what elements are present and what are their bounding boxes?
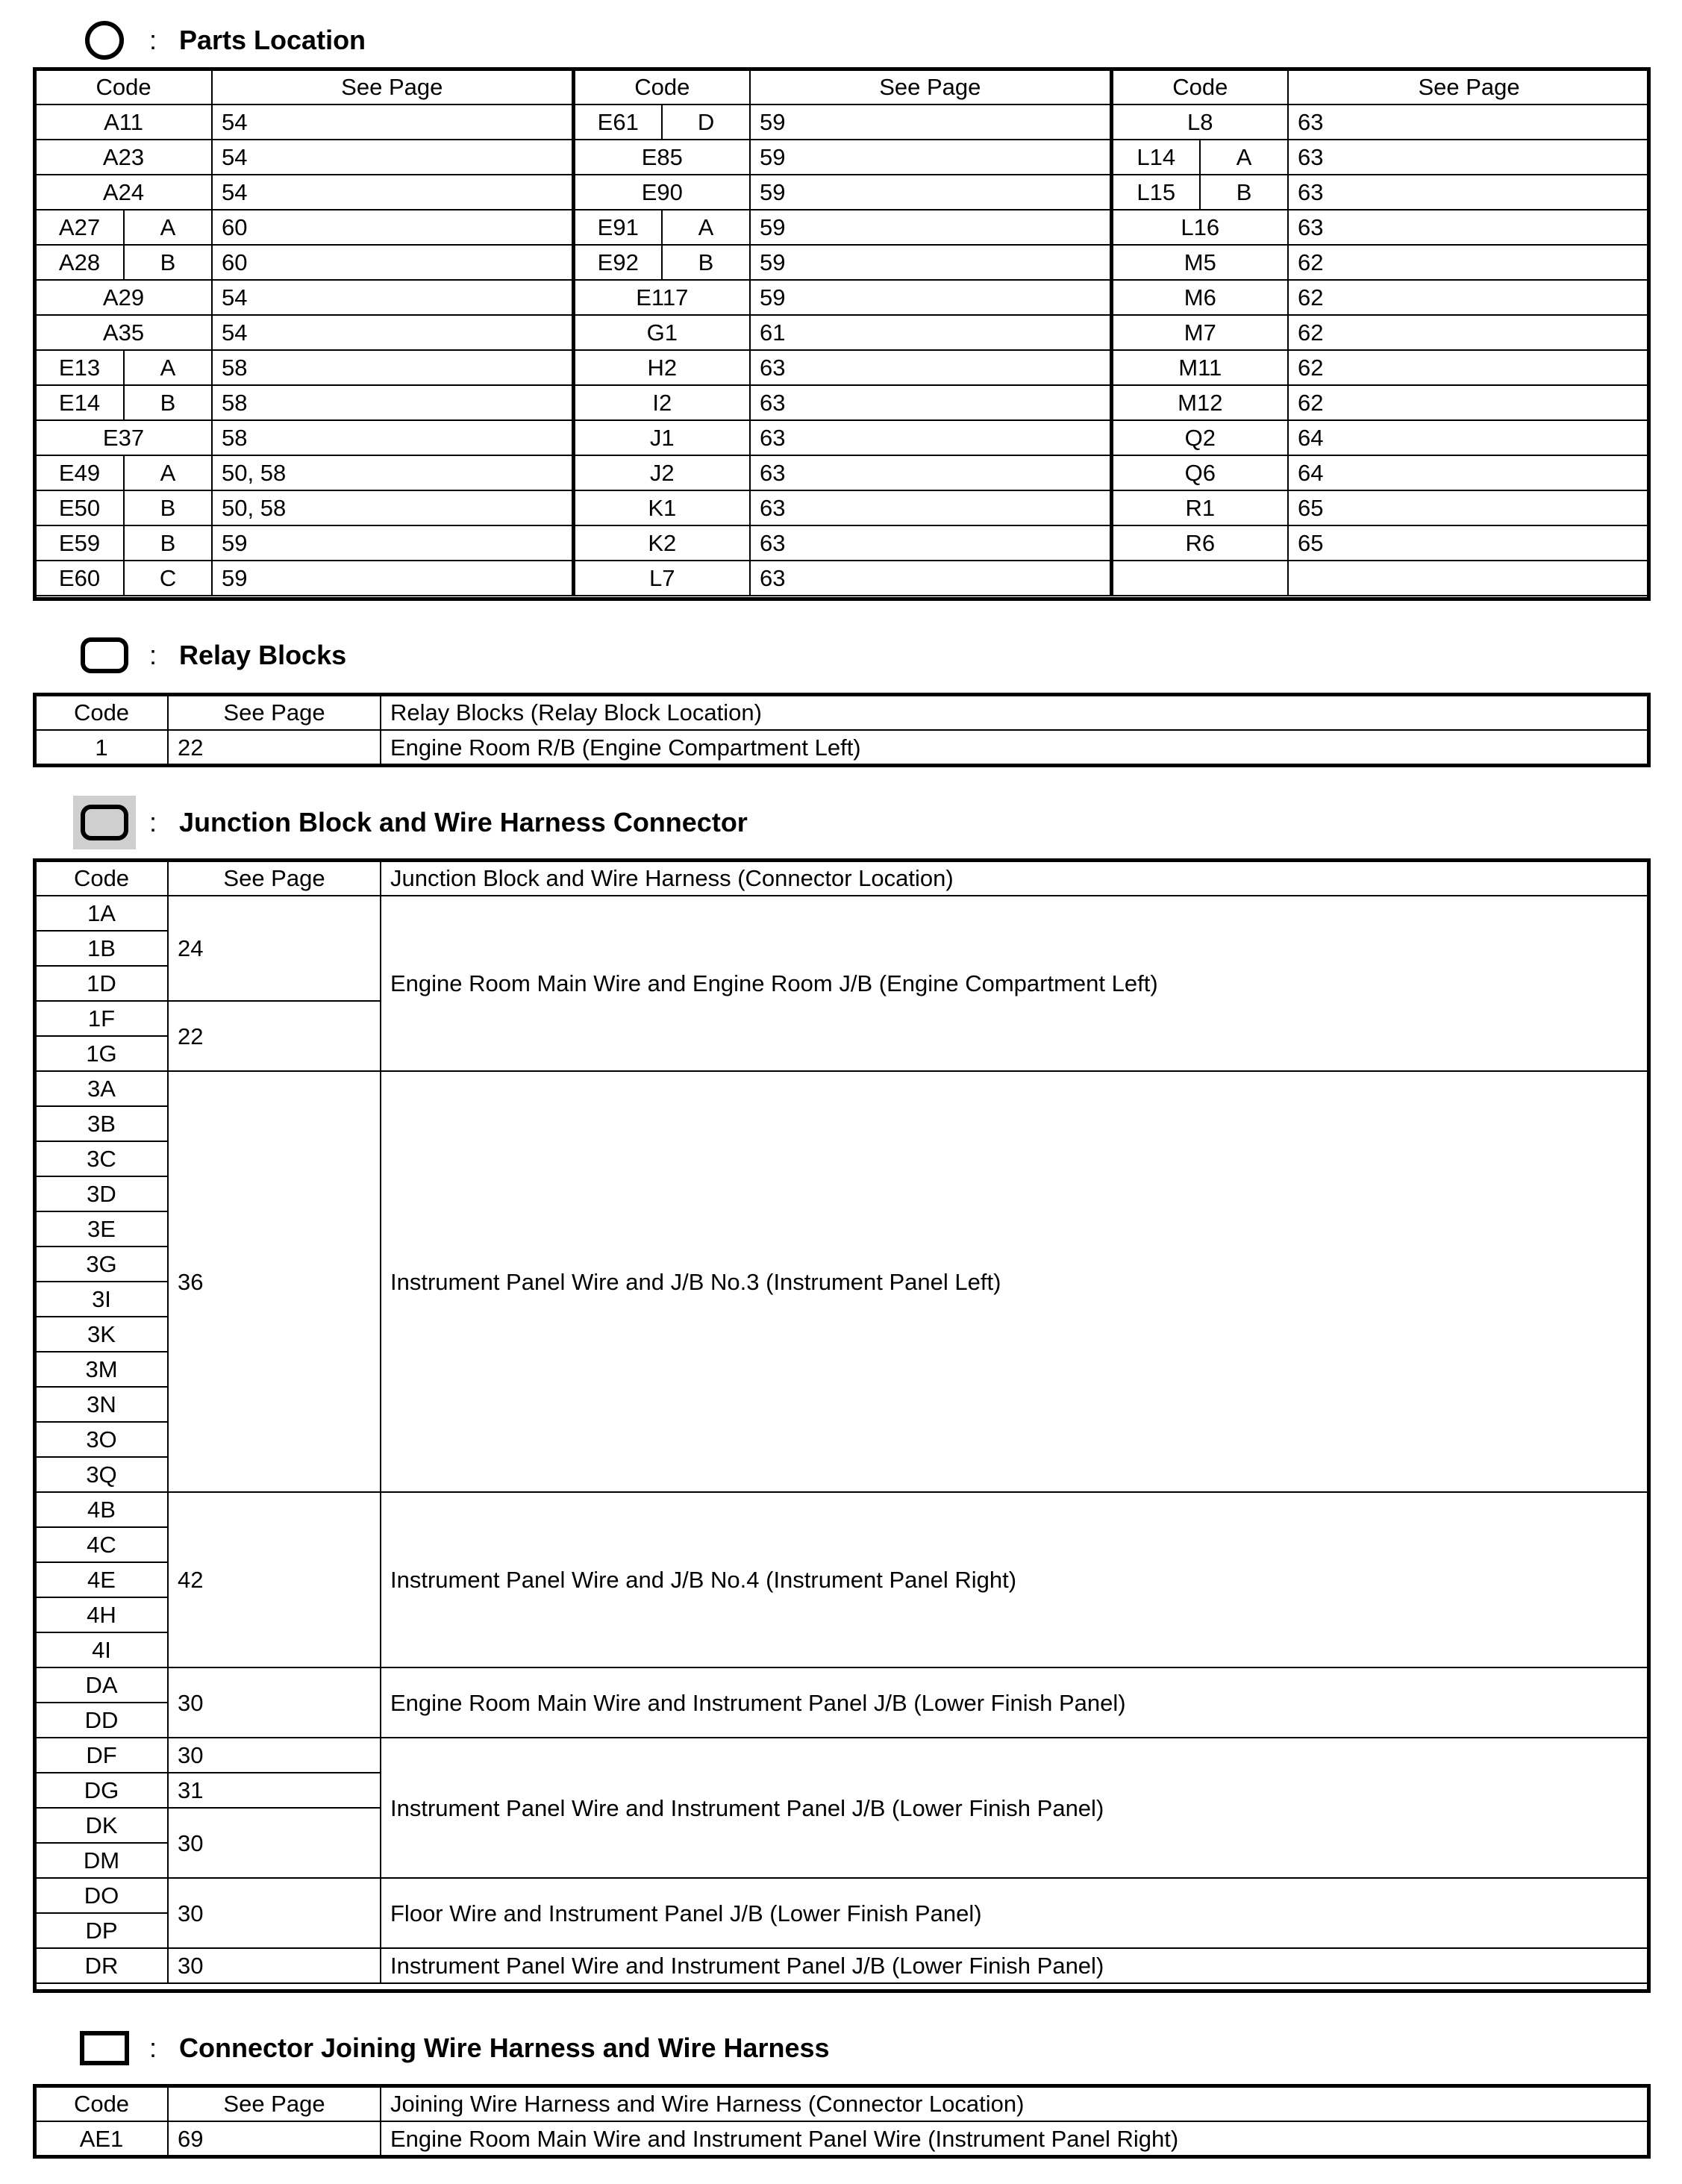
page-cell: 50, 58: [212, 490, 573, 525]
page-cell: 42: [168, 1492, 381, 1667]
header-code: Code: [35, 861, 168, 896]
code-cell: E60: [35, 561, 124, 596]
page-cell: 62: [1288, 245, 1650, 280]
header-code: Code: [35, 695, 168, 730]
page-cell: 59: [750, 140, 1111, 175]
code-cell: DP: [35, 1913, 168, 1948]
sub-code-cell: A: [124, 350, 212, 385]
code-cell: DA: [35, 1667, 168, 1703]
header-code: Code: [1111, 69, 1288, 104]
table-row: [35, 350, 1650, 385]
code-cell: E50: [35, 490, 124, 525]
page-cell: 54: [212, 280, 573, 315]
colon: :: [149, 2032, 157, 2063]
code-cell: E90: [573, 175, 750, 210]
code-cell: E85: [573, 140, 750, 175]
code-cell: E14: [35, 385, 124, 420]
code-cell: M5: [1111, 245, 1288, 280]
desc-cell: Instrument Panel Wire and Instrument Panel J/B (Lower Finish Panel): [381, 1948, 1650, 1983]
page-cell: 22: [168, 1001, 381, 1071]
table-row: [35, 140, 1650, 175]
table-row: [35, 1948, 1650, 1983]
colon: :: [149, 25, 157, 55]
code-cell: R1: [1111, 490, 1288, 525]
code-cell: 3N: [35, 1387, 168, 1422]
page-cell: 59: [750, 175, 1111, 210]
table-row: [35, 896, 1650, 931]
code-cell: 3O: [35, 1422, 168, 1457]
shaded-rounded-rect-symbol-icon: [60, 799, 149, 846]
code-cell: 3M: [35, 1352, 168, 1387]
table-row: [35, 210, 1650, 245]
colon: :: [149, 640, 157, 670]
code-cell: A23: [35, 140, 212, 175]
desc-cell: Engine Room Main Wire and Instrument Panel Wire (Instrument Panel Right): [381, 2121, 1650, 2156]
page-cell: 63: [750, 525, 1111, 561]
page-cell: 54: [212, 104, 573, 140]
page-cell: 60: [212, 245, 573, 280]
relay-blocks-heading: [60, 631, 346, 679]
header-see-page: See Page: [1288, 69, 1650, 104]
sub-code-cell: B: [124, 525, 212, 561]
page-cell: 62: [1288, 280, 1650, 315]
code-cell: 4H: [35, 1597, 168, 1632]
code-cell: 3G: [35, 1247, 168, 1282]
page-cell: 59: [750, 245, 1111, 280]
code-cell: 4B: [35, 1492, 168, 1527]
code-cell: 1F: [35, 1001, 168, 1036]
page-cell: 63: [750, 350, 1111, 385]
table-header-row: [35, 695, 1650, 730]
page-cell: 64: [1288, 420, 1650, 455]
section-title: Relay Blocks: [179, 640, 347, 670]
code-cell: M6: [1111, 280, 1288, 315]
code-cell: Q2: [1111, 420, 1288, 455]
table-row: [35, 315, 1650, 350]
code-cell: E37: [35, 420, 212, 455]
page-cell: 59: [750, 280, 1111, 315]
relay-blocks-table: [34, 694, 1651, 766]
code-cell: 3I: [35, 1282, 168, 1317]
code-cell: I2: [573, 385, 750, 420]
sub-code-cell: B: [124, 245, 212, 280]
page-cell: 58: [212, 385, 573, 420]
parts-location-heading: [60, 16, 366, 64]
page-cell: 30: [168, 1948, 381, 1983]
header-code: Code: [35, 69, 212, 104]
connector-joining-heading: [60, 2024, 830, 2072]
header-code: Code: [573, 69, 750, 104]
code-cell: E92: [573, 245, 662, 280]
desc-cell: Engine Room Main Wire and Instrument Panel J/B (Lower Finish Panel): [381, 1667, 1650, 1738]
code-cell: L16: [1111, 210, 1288, 245]
code-cell: 1B: [35, 931, 168, 966]
desc-cell: Engine Room Main Wire and Engine Room J/B (Engine Compartment Left): [381, 896, 1650, 1071]
code-cell: 3D: [35, 1176, 168, 1211]
page-cell: 59: [750, 104, 1111, 140]
code-cell: DR: [35, 1948, 168, 1983]
page-cell: 63: [750, 561, 1111, 596]
page-cell: 62: [1288, 385, 1650, 420]
page-cell: 59: [212, 561, 573, 596]
page-cell: 31: [168, 1773, 381, 1808]
table-header-row: [35, 69, 1650, 104]
header-see-page: See Page: [750, 69, 1111, 104]
code-cell: DG: [35, 1773, 168, 1808]
table-header-row: [35, 2086, 1650, 2121]
sub-code-cell: B: [662, 245, 750, 280]
code-cell: E91: [573, 210, 662, 245]
code-cell: 4E: [35, 1562, 168, 1597]
code-cell: A24: [35, 175, 212, 210]
table-row: [35, 104, 1650, 140]
code-cell: 3Q: [35, 1457, 168, 1492]
page-cell: 62: [1288, 350, 1650, 385]
code-cell: L7: [573, 561, 750, 596]
header-see-page: See Page: [168, 861, 381, 896]
table-row: [35, 175, 1650, 210]
sub-code-cell: A: [124, 210, 212, 245]
page-cell: 24: [168, 896, 381, 1001]
table-row: [35, 561, 1650, 596]
code-cell: E117: [573, 280, 750, 315]
code-cell: 4I: [35, 1632, 168, 1667]
page-cell: 62: [1288, 315, 1650, 350]
page-cell: 54: [212, 175, 573, 210]
desc-cell: Instrument Panel Wire and Instrument Panel J/B (Lower Finish Panel): [381, 1738, 1650, 1878]
header-desc: Junction Block and Wire Harness (Connector Location): [381, 861, 1650, 896]
code-cell: J1: [573, 420, 750, 455]
page-cell: 63: [1288, 140, 1650, 175]
page-cell: 63: [750, 385, 1111, 420]
desc-cell: Floor Wire and Instrument Panel J/B (Lower Finish Panel): [381, 1878, 1650, 1948]
code-cell: L14: [1111, 140, 1200, 175]
parts-location-table: [34, 69, 1651, 596]
code-cell: DK: [35, 1808, 168, 1843]
code-cell: M11: [1111, 350, 1288, 385]
code-cell: 3B: [35, 1106, 168, 1141]
rounded-rect-symbol-icon: [60, 631, 149, 679]
code-cell: E49: [35, 455, 124, 490]
page-cell: 65: [1288, 490, 1650, 525]
code-cell: A28: [35, 245, 124, 280]
table-row: [35, 2121, 1650, 2156]
code-cell: A29: [35, 280, 212, 315]
section-title: Parts Location: [179, 25, 366, 55]
sub-code-cell: D: [662, 104, 750, 140]
page-cell: 59: [212, 525, 573, 561]
header-see-page: See Page: [168, 695, 381, 730]
code-cell: 3E: [35, 1211, 168, 1247]
page-cell: 58: [212, 350, 573, 385]
code-cell: A27: [35, 210, 124, 245]
sub-code-cell: C: [124, 561, 212, 596]
code-cell: [1111, 561, 1288, 596]
code-cell: L8: [1111, 104, 1288, 140]
code-cell: J2: [573, 455, 750, 490]
page-cell: 69: [168, 2121, 381, 2156]
junction-block-table: [34, 860, 1651, 1984]
table-row: [35, 1738, 1650, 1773]
code-cell: E61: [573, 104, 662, 140]
table-row: [35, 1492, 1650, 1527]
code-cell: 1A: [35, 896, 168, 931]
page-cell: 30: [168, 1667, 381, 1738]
code-cell: E13: [35, 350, 124, 385]
table-row: [35, 1667, 1650, 1703]
table-row: [35, 730, 1650, 765]
table-header-row: [35, 861, 1650, 896]
code-cell: A11: [35, 104, 212, 140]
table-row: [35, 455, 1650, 490]
table-row: [35, 490, 1650, 525]
table-row: [35, 420, 1650, 455]
page-cell: 59: [750, 210, 1111, 245]
page-cell: 63: [1288, 175, 1650, 210]
sub-code-cell: B: [124, 385, 212, 420]
code-cell: DM: [35, 1843, 168, 1878]
code-cell: 1: [35, 730, 168, 765]
table-row: [35, 1878, 1650, 1913]
table-row: [35, 280, 1650, 315]
rect-symbol-icon: [60, 2024, 149, 2072]
connector-joining-table: [34, 2085, 1651, 2157]
sub-code-cell: B: [1200, 175, 1288, 210]
colon: :: [149, 807, 157, 837]
code-cell: R6: [1111, 525, 1288, 561]
code-cell: 1D: [35, 966, 168, 1001]
page-cell: 30: [168, 1808, 381, 1878]
page-cell: 54: [212, 140, 573, 175]
header-code: Code: [35, 2086, 168, 2121]
page-cell: [1288, 561, 1650, 596]
junction-block-heading: [60, 799, 748, 846]
page-cell: 63: [750, 490, 1111, 525]
page-cell: 63: [1288, 210, 1650, 245]
section-title: Connector Joining Wire Harness and Wire Harness: [179, 2032, 830, 2063]
table-row: [35, 245, 1650, 280]
page-cell: 30: [168, 1738, 381, 1773]
code-cell: M12: [1111, 385, 1288, 420]
table-row: [35, 385, 1650, 420]
code-cell: L15: [1111, 175, 1200, 210]
page-cell: 63: [750, 455, 1111, 490]
header-desc: Joining Wire Harness and Wire Harness (Connector Location): [381, 2086, 1650, 2121]
page-cell: 50, 58: [212, 455, 573, 490]
table-row: [35, 525, 1650, 561]
desc-cell: Engine Room R/B (Engine Compartment Left): [381, 730, 1650, 765]
code-cell: 3A: [35, 1071, 168, 1106]
code-cell: DO: [35, 1878, 168, 1913]
code-cell: DF: [35, 1738, 168, 1773]
code-cell: A35: [35, 315, 212, 350]
code-cell: 1G: [35, 1036, 168, 1071]
page-cell: 30: [168, 1878, 381, 1948]
page-cell: 64: [1288, 455, 1650, 490]
sub-code-cell: A: [662, 210, 750, 245]
code-cell: Q6: [1111, 455, 1288, 490]
page-cell: 54: [212, 315, 573, 350]
header-see-page: See Page: [212, 69, 573, 104]
code-cell: DD: [35, 1703, 168, 1738]
header-desc: Relay Blocks (Relay Block Location): [381, 695, 1650, 730]
code-cell: G1: [573, 315, 750, 350]
page-cell: 58: [212, 420, 573, 455]
page-cell: 63: [1288, 104, 1650, 140]
code-cell: H2: [573, 350, 750, 385]
table-row: [35, 1071, 1650, 1106]
page-cell: 63: [750, 420, 1111, 455]
code-cell: K2: [573, 525, 750, 561]
code-cell: AE1: [35, 2121, 168, 2156]
sub-code-cell: B: [124, 490, 212, 525]
code-cell: E59: [35, 525, 124, 561]
page-cell: 61: [750, 315, 1111, 350]
code-cell: K1: [573, 490, 750, 525]
circle-symbol-icon: [60, 16, 149, 64]
sub-code-cell: A: [1200, 140, 1288, 175]
sub-code-cell: A: [124, 455, 212, 490]
page-cell: 36: [168, 1071, 381, 1492]
desc-cell: Instrument Panel Wire and J/B No.3 (Instrument Panel Left): [381, 1071, 1650, 1492]
code-cell: 3K: [35, 1317, 168, 1352]
header-see-page: See Page: [168, 2086, 381, 2121]
code-cell: 3C: [35, 1141, 168, 1176]
section-title: Junction Block and Wire Harness Connector: [179, 807, 748, 837]
desc-cell: Instrument Panel Wire and J/B No.4 (Instrument Panel Right): [381, 1492, 1650, 1667]
page-cell: 22: [168, 730, 381, 765]
page-cell: 65: [1288, 525, 1650, 561]
code-cell: 4C: [35, 1527, 168, 1562]
page-cell: 60: [212, 210, 573, 245]
code-cell: M7: [1111, 315, 1288, 350]
